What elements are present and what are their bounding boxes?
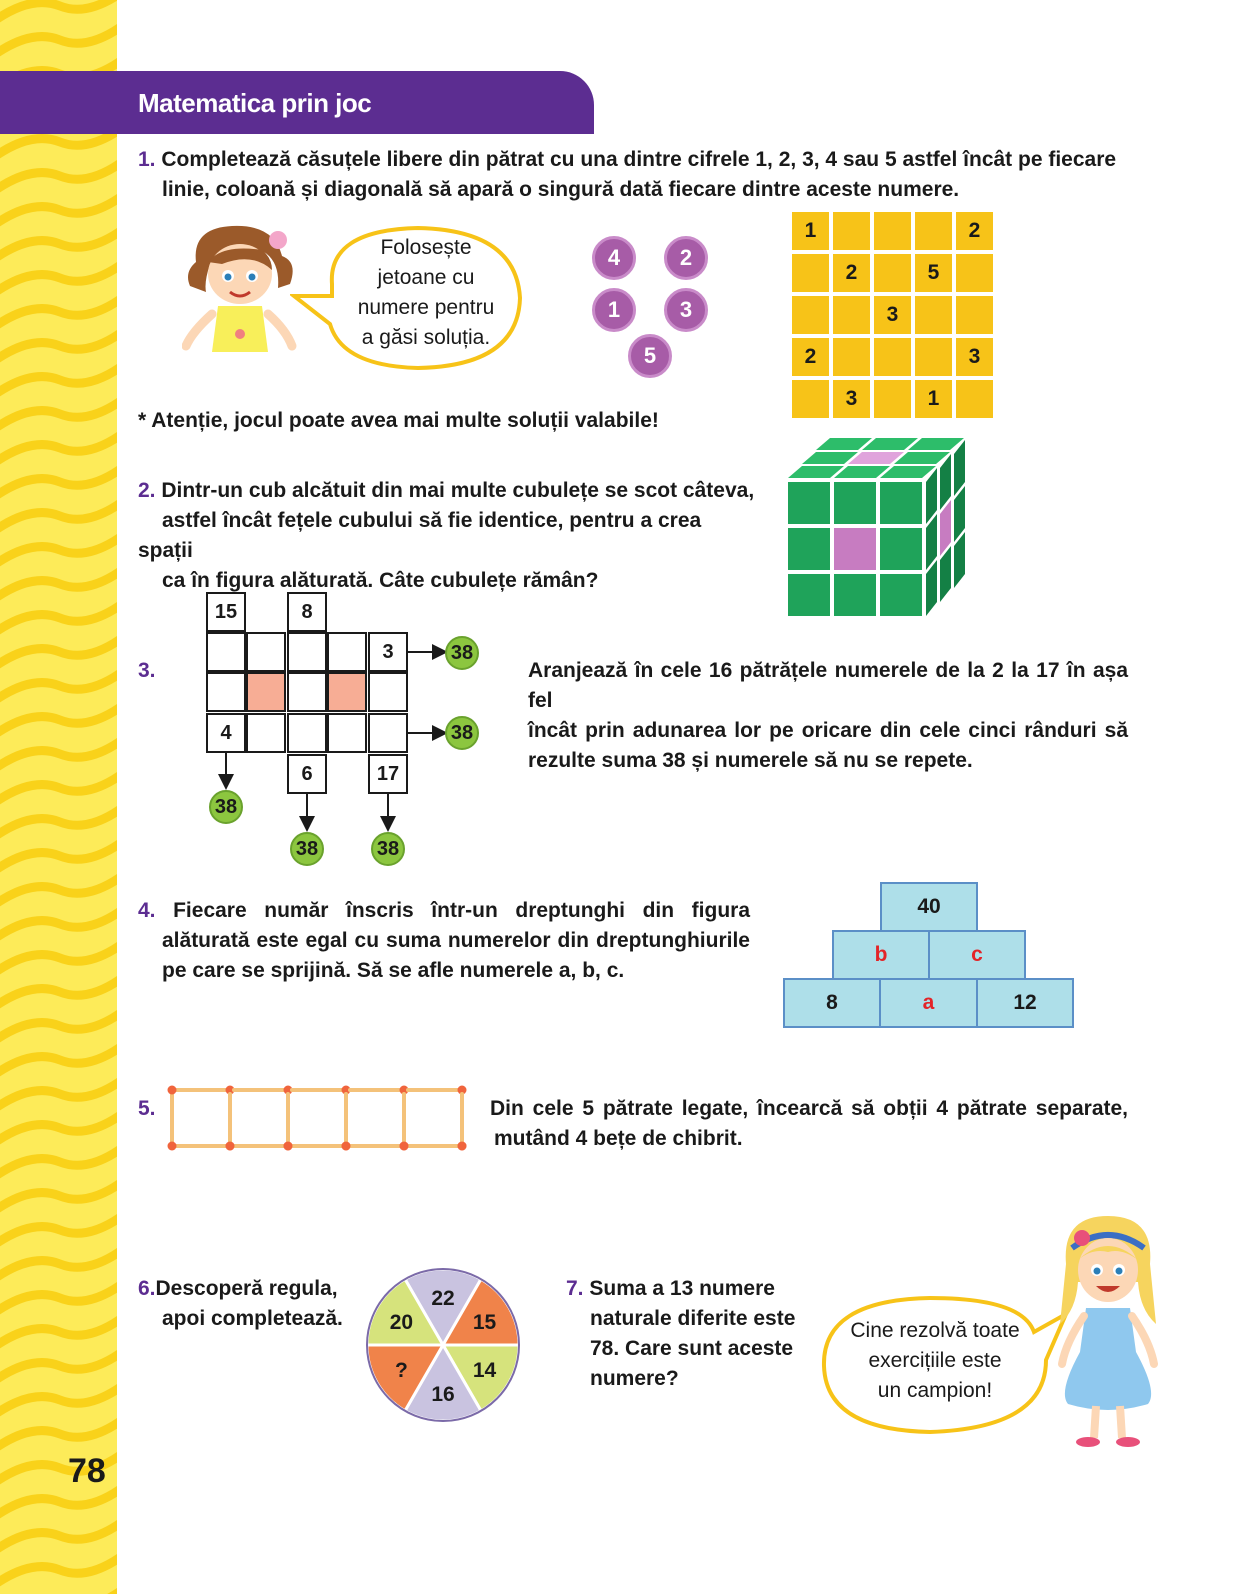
- exercise-4-number: 4.: [138, 899, 156, 922]
- grid-cell: 2: [956, 212, 993, 250]
- speech-bubble-2-text: Cine rezolvă toate exercițiile este un campion!: [850, 1319, 1020, 1402]
- grid-cell: [792, 296, 829, 334]
- grid-cell: [956, 380, 993, 418]
- sum-circle: 38: [445, 716, 479, 750]
- pyramid-box-b: b: [832, 930, 930, 980]
- sum-circle: 38: [371, 832, 405, 866]
- grid-cell: 2: [833, 254, 870, 292]
- pyramid-box-c: c: [928, 930, 1026, 980]
- grid-cell: [874, 338, 911, 376]
- exercise-2-text: 2. Dintr-un cub alcătuit din mai multe cubulețe se scot câteva, astfel încât fețele cubului să fie identice, pentru a crea spații ca în figura alăturată. Câte cubulețe rămân?: [138, 479, 755, 592]
- grid-cell: 1: [792, 212, 829, 250]
- page-number: 78: [68, 1452, 106, 1490]
- exercise-3-text: Aranjează în cele 16 pătrățele numerele de la 2 la 17 în așa fel încât prin adunarea lor pe oricare din cele cinci rânduri să rezulte suma 38 și numerele să nu se repete.: [528, 659, 1128, 772]
- magic-square-grid: [792, 212, 993, 418]
- wheel-segment-label: 20: [389, 1311, 414, 1334]
- grid-cell: 1: [915, 380, 952, 418]
- wheel-segment-label: 22: [431, 1287, 455, 1310]
- number-token: 4: [592, 236, 636, 280]
- wheel-segment-label: 14: [472, 1359, 497, 1382]
- exercise-3-number: 3.: [138, 659, 156, 682]
- grid-cell: [874, 212, 911, 250]
- pyramid-box-12: 12: [976, 978, 1074, 1028]
- matchsticks-illustration: [164, 1082, 474, 1162]
- grid-box: 15: [206, 592, 246, 632]
- exercise-5-number: 5.: [138, 1097, 156, 1120]
- wheel-segment-label: ?: [395, 1359, 408, 1382]
- exercise-6-number: 6.: [138, 1277, 156, 1300]
- number-token: 5: [628, 334, 672, 378]
- grid-cell: [833, 338, 870, 376]
- exercise-1-text: 1. Completează căsuțele libere din pătrat cu una dintre cifrele 1, 2, 3, 4 sau 5 astfel încât pe fiecare linie, coloană și diagonală să apară o singură dată fiecare dintre aceste numere.: [138, 148, 1117, 201]
- number-token: 2: [664, 236, 708, 280]
- grid-box: 17: [368, 754, 408, 794]
- girl-illustration: [182, 222, 300, 354]
- number-token: 1: [592, 288, 636, 332]
- grid-cell: [792, 380, 829, 418]
- grid-cell: 3: [956, 338, 993, 376]
- grid-box: 8: [287, 592, 327, 632]
- sum-circle: 38: [209, 790, 243, 824]
- grid-cell: [874, 254, 911, 292]
- sum-circle: 38: [290, 832, 324, 866]
- grid-cell: 3: [833, 380, 870, 418]
- number-cross-grid: [196, 588, 496, 868]
- exercise-4-text: 4. Fiecare număr înscris într-un dreptunghi din figura alăturată este egal cu suma numerelor din dreptunghiurile pe care se sprijină. Să se afle numerele a, b, c.: [138, 899, 750, 982]
- exercise-1-number: 1.: [138, 148, 156, 171]
- grid-cell: 3: [874, 296, 911, 334]
- grid-cell: [915, 212, 952, 250]
- grid-cell: [915, 338, 952, 376]
- section-title: Matematica prin joc: [138, 88, 372, 118]
- grid-cell: [874, 380, 911, 418]
- grid-cell: [956, 296, 993, 334]
- exercise-5-text: Din cele 5 pătrate legate, încearcă să obții 4 pătrate separate, mutând 4 bețe de chibrit.: [490, 1097, 1128, 1150]
- grid-box: 3: [368, 632, 408, 672]
- exercise-2-number: 2.: [138, 479, 156, 502]
- pyramid-box-top: 40: [880, 882, 978, 932]
- grid-cell: 2: [792, 338, 829, 376]
- blonde-girl-illustration: [1052, 1212, 1162, 1448]
- exercise-7-number: 7.: [566, 1277, 584, 1300]
- exercise-6-text: 6.Descoperă regula, apoi completează.: [138, 1277, 343, 1330]
- grid-cell: [833, 296, 870, 334]
- wheel-segment-label: 16: [431, 1383, 455, 1406]
- speech-bubble-text: Folosește jetoane cu numere pentru a găsi soluția.: [357, 236, 495, 349]
- decorative-stripe: [0, 0, 117, 1594]
- grid-cell: [833, 212, 870, 250]
- number-token: 3: [664, 288, 708, 332]
- grid-box: 6: [287, 754, 327, 794]
- pyramid-box-a: a: [879, 978, 978, 1028]
- grid-cell: [956, 254, 993, 292]
- number-wheel: [362, 1264, 524, 1426]
- wheel-segment-label: 15: [472, 1311, 497, 1334]
- pyramid-box-8: 8: [783, 978, 881, 1028]
- exercise-7-text: 7. Suma a 13 numere naturale diferite este 78. Care sunt aceste numere?: [566, 1277, 796, 1390]
- grid-box: 4: [206, 713, 246, 753]
- exercise-1-note: * Atenție, jocul poate avea mai multe soluții valabile!: [138, 409, 659, 432]
- grid-cell: 5: [915, 254, 952, 292]
- sum-circle: 38: [445, 636, 479, 670]
- cube-illustration: [782, 434, 986, 620]
- grid-cell: [792, 254, 829, 292]
- grid-cell: [915, 296, 952, 334]
